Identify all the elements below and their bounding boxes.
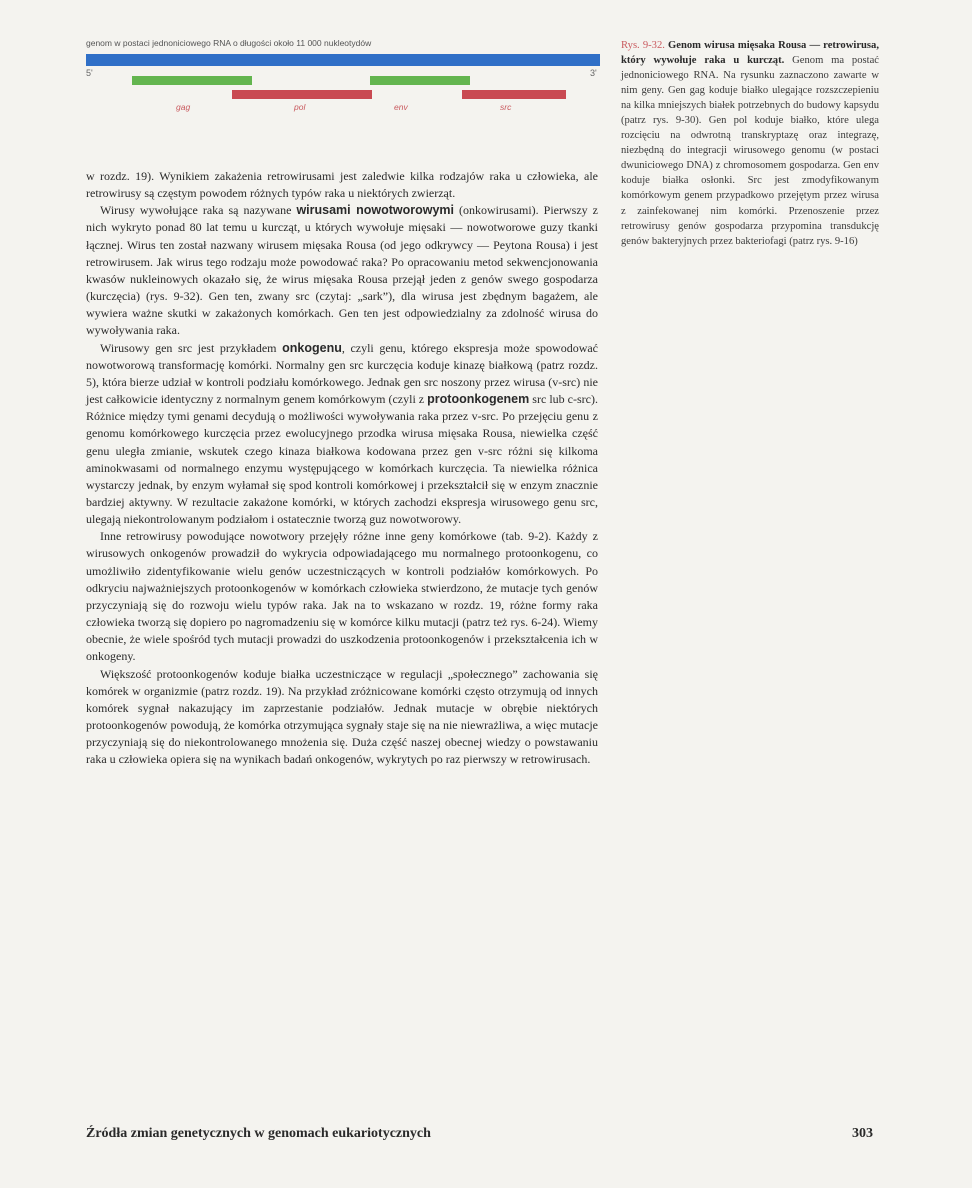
paragraph-3	[86, 340, 598, 529]
gag-gene-bar	[132, 76, 252, 85]
paragraph-3-part-c: src lub c-src). Różnice między tymi genami decydują o możliwości wywoływania raka przez v-src. Po przejęciu genu z genomu komórkowego kurczęcia przez ewolucyjnego przodka wirusa mięsaka Rousa, niewielka część genu uległa zmianie, wskutek czego kinaza białkowa kodowana przez gen v-src różni się kilkoma aminokwasami od normalnego enzymu występującego w komórkach kurczęcia. Ta niewielka różnica wystarczy jednak, by enzym wyłamał się spod kontroli komórkowej i przekształcił się w enzym znacznie bardziej aktywny. W rezultacie zakażone komórki, w których zachodzi ekspresja wirusowego genu src, ulegają niekontrolowanym podziałom i ostatecznie tworzą guz nowotworowy.	[86, 392, 598, 527]
pol-gene-bar	[232, 90, 372, 99]
env-gene-bar	[370, 76, 470, 85]
caption-body: Genom ma postać jednoniciowego RNA. Na rysunku zaznaczono zawarte w nim geny. Gen gag koduje białko ulegające rozszczepieniu na kilka mniejszych białek potrzebnych do budowy kapsydu (patrz rys. 9-30). Gen pol koduje białko, które ulega rozcięciu na odwrotną transkryptazę oraz integrazę, niezbędną do integracji wirusowego genomu (w postaci dwuniciowego DNA) z chromosomem gospodarza. Gen env koduje białka osłonki. Src jest zmodyfikowanym komórkowym genem przypadkowo przejętym przez wirusa z zainfekowanej nim komórki. Przenoszenie przez retrowirusy genów gospodarza przypomina transdukcję genów bakteryjnych przez bakteriofagi (patrz rys. 9-16)	[621, 55, 879, 247]
caption-title: Genom wirusa mięsaka Rousa — retrowirusa, który wywołuje raka u kurcząt.	[621, 40, 879, 67]
paragraph-2	[86, 202, 598, 339]
paragraph-4: Inne retrowirusy powodujące nowotwory przejęły różne inne geny komórkowe (tab. 9-2). Każdy z wirusowych onkogenów prowadził do wykrycia odpowiadającego mu normalnego protoonkogenu, co umożliwiło zidentyfikowanie wielu genów uczestniczących w kontroli podziałów komórkowych. Po odkryciu najważniejszych protoonkogenów w komórkach człowieka stwierdzono, że mutacje tych genów przyczyniają się do rozwoju wielu typów raka. Jak na to wskazano w rozdz. 19, różne formy raka człowieka tworzą się dopiero po nagromadzeniu się w komórce kilku mutacji (patrz też rys. 6-24). Wiemy obecnie, że wiele spośród tych mutacji prowadzi do uszkodzenia protoonkogenów i przekształcenia ich w onkogeny.	[86, 529, 598, 664]
three-prime-end-label: 3'	[590, 68, 597, 78]
genome-figure	[86, 38, 606, 158]
caption-figure-number: Rys. 9-32.	[621, 40, 665, 51]
term-protoonkogen: protoonkogenem	[427, 392, 530, 407]
paragraph-2-part-a: Wirusy wywołujące raka są nazywane	[100, 203, 297, 218]
page-number: 303	[852, 1126, 873, 1141]
main-text-column	[86, 168, 598, 768]
term-wirusy-nowotworowe: wirusami nowotworowymi	[296, 203, 455, 218]
paragraph-5: Większość protoonkogenów koduje białka uczestniczące w regulacji „społecznego” zachowania się komórek w organizmie (patrz rozdz. 19). Na przykład zróżnicowane komórki często otrzymują od innych komórek sygnał nakazujący im zaprzestanie podziałów. Jednak mutacje w obrębie niektórych protoonkogenów powodują, że komórka otrzymująca sygnały staje się na nie niewrażliwa, a więc mutacje przyczyniają się do niekontrolowanego mnożenia się. Duża część naszej obecnej wiedzy o powstawaniu raka u człowieka opiera się na wynikach badań onkogenów, wykrytych po raz pierwszy w retrowirusach.	[86, 666, 598, 767]
figure-genome-label: genom w postaci jednoniciowego RNA o długości około 11 000 nukleotydów	[86, 38, 372, 48]
paragraph-2-part-b: (onkowirusami). Pierwszy z nich wykryto ponad 80 lat temu u kurcząt, u których wywołuje mięsaki — nowotworowe guzy tkanki łącznej. Wirus ten został nazwany wirusem mięsaka Rousa (od jego odkrywcy — Peytona Rousa) i jest retrowirusem. Jak wirus tego rodzaju może powodować raka? Po opracowaniu metod sekwencjonowania kwasów nukleinowych okazało się, że wirus mięsaka Rousa przejął jeden z genów swego gospodarza (kurczęcia) (rys. 9-32). Gen ten, zwany src (czytaj: „sark”), dla wirusa jest zbędnym bagażem, ale wywiera ważne skutki w zakażonych komórkach. Gen ten jest odpowiedzialny za zdolność wirusa do wywoływania raka.	[86, 203, 598, 338]
figure-caption	[621, 38, 879, 249]
paragraph-3-part-b: , czyli genu, którego ekspresja może spowodować nowotworową transformację komórki. Normalny gen src kurczęcia koduje kinazę białkową (patrz rozdz. 5), która bierze udział w kontroli podziału komórkowego. Jednak gen src noszony przez wirusa (v-src) nie jest całkowicie identyczny z normalnym genem komórkowym (czyli z	[86, 340, 599, 407]
paragraph-1: w rozdz. 19). Wynikiem zakażenia retrowirusami jest zaledwie kilka rodzajów raka u człowieka, ale retrowirusy są częstym powodem różnych typów raka u niektórych zwierząt.	[86, 169, 598, 201]
env-gene-label: env	[394, 102, 408, 112]
src-gene-bar	[462, 90, 566, 99]
paragraph-3-part-a: Wirusowy gen src jest przykładem	[100, 340, 283, 355]
rna-genome-bar	[86, 54, 600, 66]
five-prime-end-label: 5'	[86, 68, 93, 78]
gag-gene-label: gag	[176, 102, 191, 112]
term-onkogen: onkogenu	[282, 340, 342, 355]
running-footer-title: Źródła zmian genetycznych w genomach eukariotycznych	[86, 1126, 431, 1141]
pol-gene-label: pol	[294, 102, 306, 112]
src-gene-label: src	[500, 102, 512, 112]
